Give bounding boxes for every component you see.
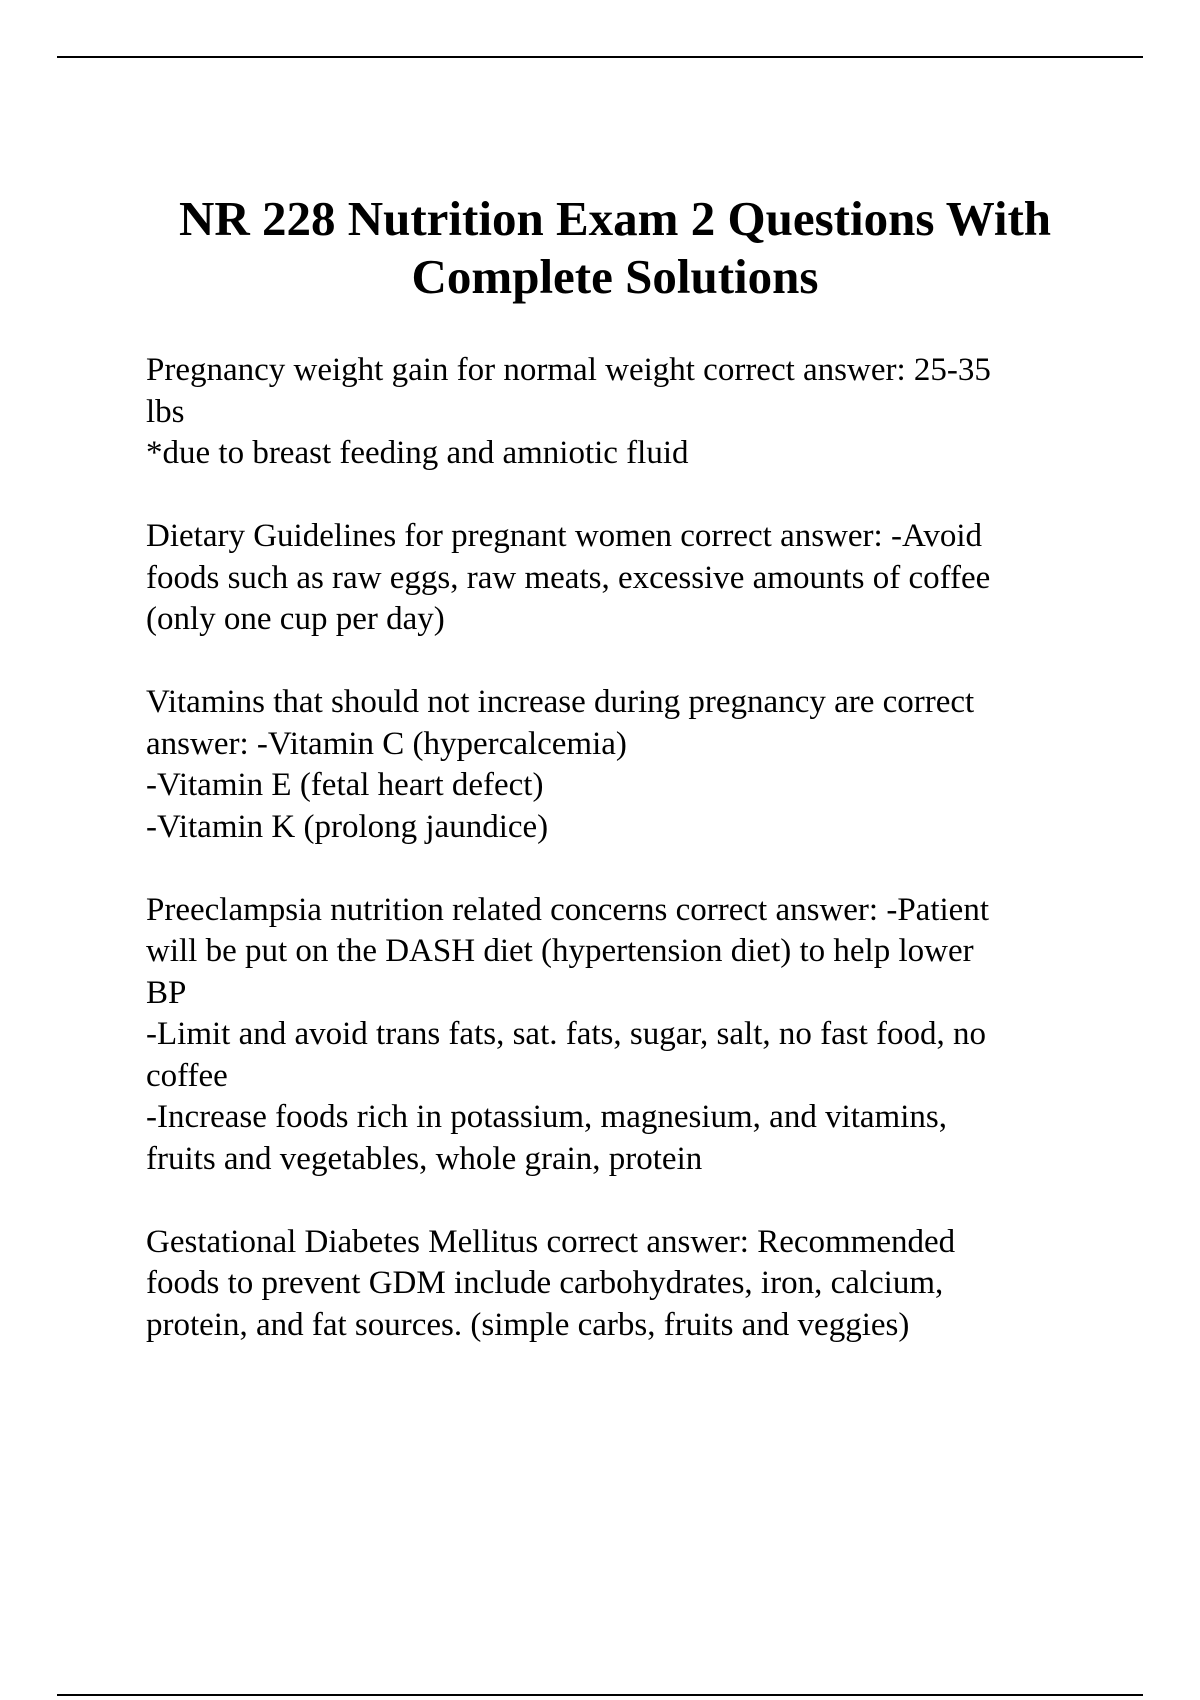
text-line: BP xyxy=(146,974,187,1011)
text-line: Pregnancy weight gain for normal weight correct answer: 25-35 xyxy=(146,352,991,388)
title-line-1: NR 228 Nutrition Exam 2 Questions With xyxy=(178,191,1052,246)
text-line: coffee xyxy=(146,1057,228,1094)
text-line: Gestational Diabetes Mellitus correct answer: Recommended xyxy=(146,1223,956,1260)
text-line: will be put on the DASH diet (hypertension diet) to help lower xyxy=(146,933,974,969)
text-line: *due to breast feeding and amniotic fluid xyxy=(146,435,689,471)
text-line: Preeclampsia nutrition related concerns correct answer: -Patient xyxy=(146,891,989,928)
title-line-2: Complete Solutions xyxy=(411,249,819,304)
top-rule xyxy=(57,56,1143,58)
text-line: -Vitamin K (prolong jaundice) xyxy=(146,808,549,845)
qa-entry-preeclampsia xyxy=(146,890,1096,1181)
text-line: Dietary Guidelines for pregnant women correct answer: -Avoid xyxy=(146,518,983,554)
text-line: protein, and fat sources. (simple carbs, fruits and veggies) xyxy=(146,1306,910,1343)
text-line: Vitamins that should not increase during pregnancy are correct xyxy=(146,684,975,720)
text-line: -Vitamin E (fetal heart defect) xyxy=(146,767,544,803)
qa-entry-gestational-diabetes xyxy=(146,1222,1096,1347)
page-title xyxy=(110,190,1120,306)
bottom-rule xyxy=(57,1694,1143,1696)
text-line: fruits and vegetables, whole grain, protein xyxy=(146,1140,703,1177)
text-line: lbs xyxy=(146,393,185,430)
text-line: answer: -Vitamin C (hypercalcemia) xyxy=(146,725,627,762)
text-line: foods such as raw eggs, raw meats, excessive amounts of coffee xyxy=(146,559,991,596)
qa-entry-vitamins xyxy=(146,682,1096,848)
text-line: -Increase foods rich in potassium, magnesium, and vitamins, xyxy=(146,1099,947,1135)
text-line: (only one cup per day) xyxy=(146,601,445,637)
text-line: foods to prevent GDM include carbohydrates, iron, calcium, xyxy=(146,1265,944,1301)
qa-entry-dietary-guidelines xyxy=(146,516,1096,641)
document-body xyxy=(146,350,1096,1388)
text-line: -Limit and avoid trans fats, sat. fats, sugar, salt, no fast food, no xyxy=(146,1016,987,1052)
qa-entry-pregnancy-weight-gain xyxy=(146,350,1096,475)
